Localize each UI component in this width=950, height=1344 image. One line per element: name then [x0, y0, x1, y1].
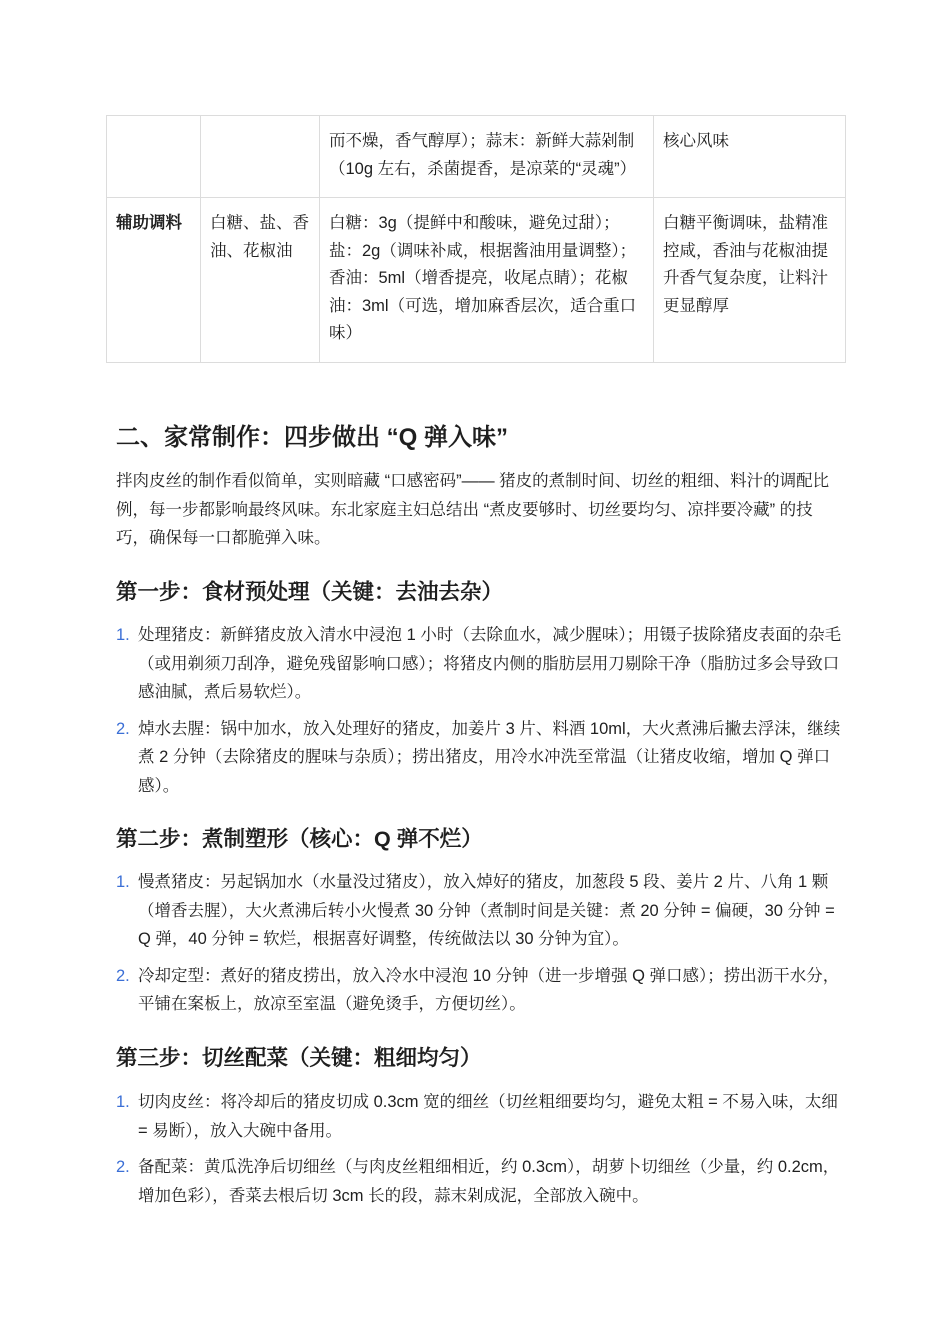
- step1-heading: 第一步：食材预处理（关键：去油去杂）: [116, 580, 504, 604]
- table-cell-detail: 而不燥，香气醇厚）；蒜末：新鲜大蒜剁制（10g 左右，杀菌提香，是凉菜的“灵魂”）: [320, 116, 654, 198]
- table-cell-effect: 核心风味: [654, 116, 846, 198]
- table-cell-category: [107, 116, 201, 198]
- table-cell-detail: 白糖：3g（提鲜中和酸味，避免过甜）；盐：2g（调味补咸，根据酱油用量调整）；香油：5ml（增香提亮，收尾点睛）；花椒油：3ml（可选，增加麻香层次，适合重口味）: [320, 198, 654, 363]
- list-number: 2.: [116, 1158, 130, 1176]
- table-cell-effect: 白糖平衡调味，盐精准控咸，香油与花椒油提升香气复杂度，让料汁更显醇厚: [654, 198, 846, 363]
- list-text: 备配菜：黄瓜洗净后切细丝（与肉皮丝粗细相近，约 0.3cm），胡萝卜切细丝（少量，约 0.2cm，增加色彩），香菜去根后切 3cm 长的段，蒜末剁成泥，全部放入碗中。: [138, 1158, 840, 1205]
- list-number: 1.: [116, 626, 130, 644]
- list-text: 处理猪皮：新鲜猪皮放入清水中浸泡 1 小时（去除血水，减少腥味）；用镊子拔除猪皮表面的杂毛（或用剃须刀刮净，避免残留影响口感）；将猪皮内侧的脂肪层用刀剔除干净（脂肪过多会导致口感油腻，煮后易软烂）。: [138, 626, 842, 701]
- section-intro: 拌肉皮丝的制作看似简单，实则暗藏 “口感密码”—— 猪皮的煮制时间、切丝的粗细、料汁的调配比例，每一步都影响最终风味。东北家庭主妇总结出 “煮皮要够时、切丝要均匀、凉拌要冷藏” 的技巧，确保每一口都脆弹入味。: [116, 472, 830, 547]
- list-item: [116, 1153, 844, 1210]
- list-number: 1.: [116, 1093, 130, 1111]
- table-cell-items: [201, 116, 320, 198]
- list-item: [116, 962, 844, 1019]
- list-item: [116, 868, 844, 954]
- step2-heading: 第二步：煮制塑形（核心：Q 弹不烂）: [116, 827, 483, 851]
- table-row: [107, 198, 846, 363]
- list-text: 焯水去腥：锅中加水，放入处理好的猪皮，加姜片 3 片、料酒 10ml，大火煮沸后撇去浮沫，继续煮 2 分钟（去除猪皮的腥味与杂质）；捞出猪皮，用冷水冲洗至常温（让猪皮收缩，增加 Q 弹口感）。: [138, 719, 841, 795]
- list-number: 2.: [116, 966, 130, 985]
- table-cell-items: 白糖、盐、香油、花椒油: [201, 198, 320, 363]
- list-number: 1.: [116, 873, 130, 891]
- section-heading: 二、家常制作：四步做出 “Q 弹入味”: [116, 424, 509, 451]
- list-number: 2.: [116, 719, 130, 738]
- step1-list: [116, 621, 844, 808]
- ingredients-table: [106, 115, 846, 363]
- list-item: [116, 715, 844, 801]
- list-item: [116, 621, 844, 707]
- list-text: 慢煮猪皮：另起锅加水（水量没过猪皮），放入焯好的猪皮，加葱段 5 段、姜片 2 片、八角 1 颗（增香去腥），大火煮沸后转小火慢煮 30 分钟（煮制时间是关键：煮 20 分钟 = 偏硬，30 分钟 = Q 弹，40 分钟 = 软烂，根据喜好调整，传统做法以 30 分钟为宜）。: [138, 873, 835, 948]
- step2-list: [116, 868, 844, 1027]
- table-row: [107, 116, 846, 198]
- list-item: [116, 1088, 844, 1145]
- step3-heading: 第三步：切丝配菜（关键：粗细均匀）: [116, 1046, 482, 1070]
- list-text: 冷却定型：煮好的猪皮捞出，放入冷水中浸泡 10 分钟（进一步增强 Q 弹口感）；捞出沥干水分，平铺在案板上，放凉至室温（避免烫手，方便切丝）。: [138, 966, 840, 1013]
- step3-list: [116, 1088, 844, 1218]
- table-cell-category: 辅助调料: [107, 198, 201, 363]
- list-text: 切肉皮丝：将冷却后的猪皮切成 0.3cm 宽的细丝（切丝粗细要均匀，避免太粗 = 不易入味，太细 = 易断），放入大碗中备用。: [138, 1093, 838, 1140]
